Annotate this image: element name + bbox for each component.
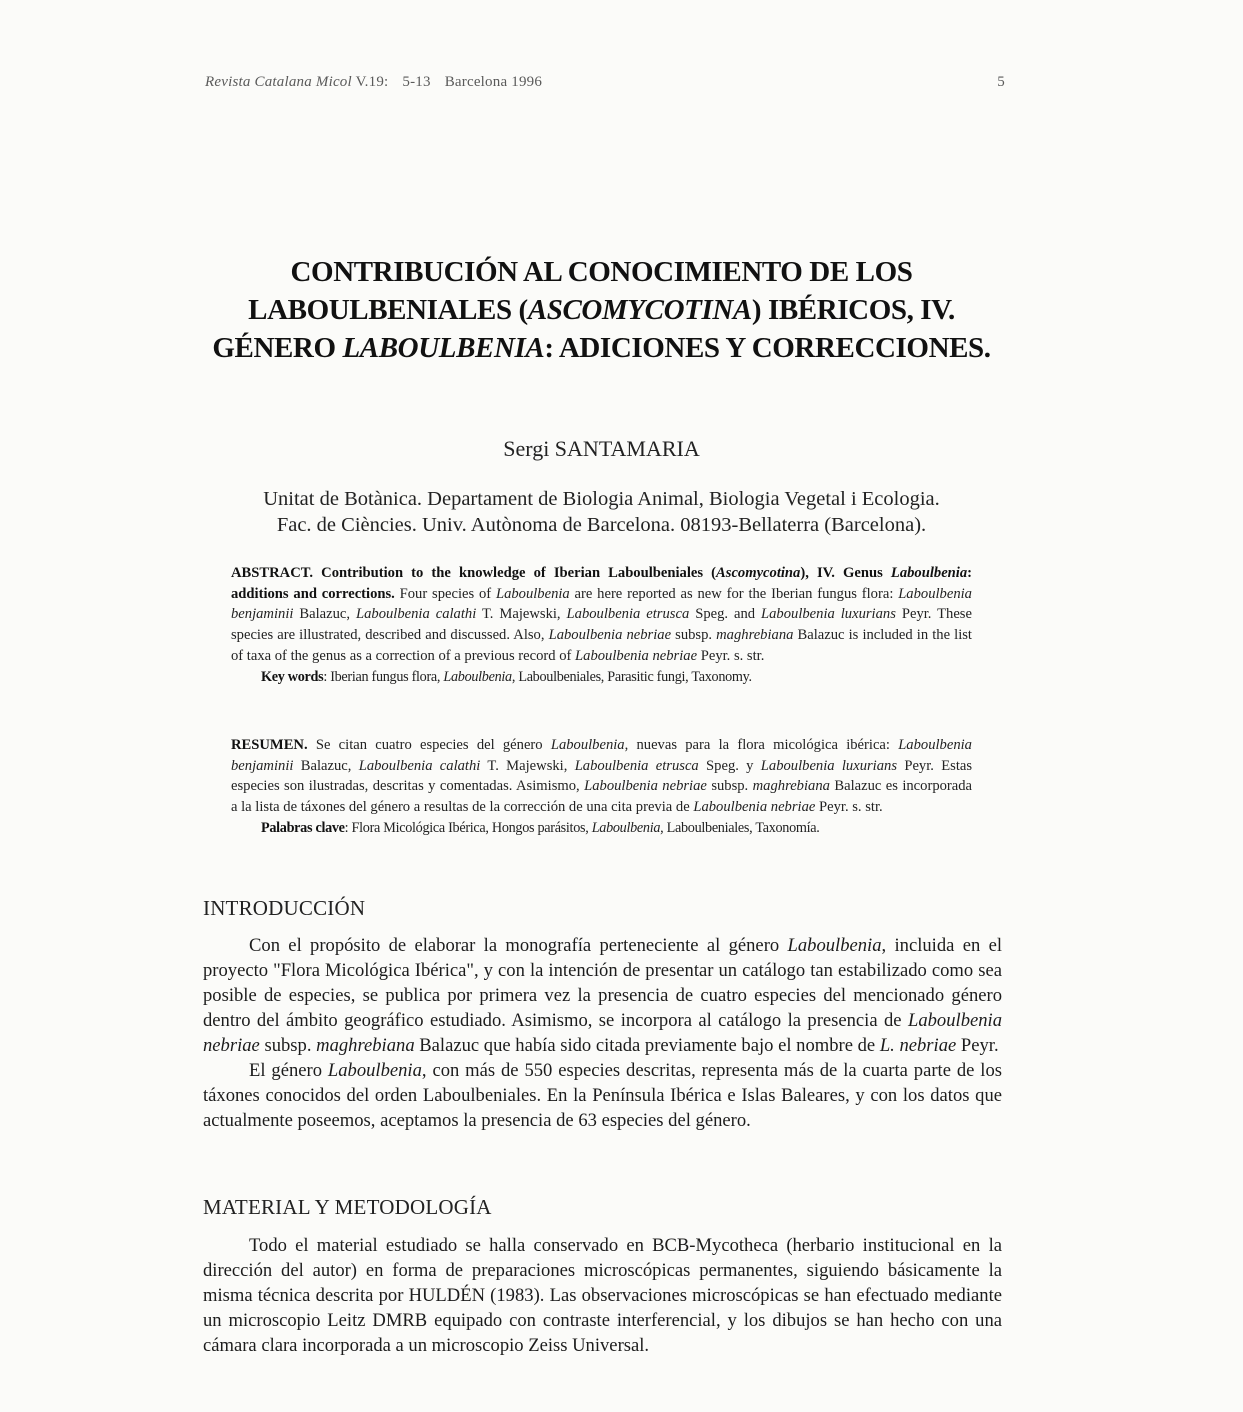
resumen-text-6: Peyr. Estas especies son ilustradas, descritas y comentadas. Asimismo, (231, 757, 973, 795)
title-line-3a: GÉNERO (212, 332, 343, 364)
resumen-section (231, 735, 972, 839)
abstract-italic-8: Laboulbenia nebriae (575, 647, 698, 664)
resumen-text-4: T. Majewski, (487, 757, 568, 774)
abstract-italic-1: Laboulbenia (495, 585, 570, 602)
intro-p1-text-2: , incluida en el proyecto "Flora Micológica Ibérica", y con la intención de presentar un catálogo tan estabilizado como sea posible de especies, se publica por primera vez la presencia de cuatro especies del mencionado género dentro del ámbito geográfico estudiado. Asimismo, se incorpora al catálogo la presencia de (203, 935, 1002, 1031)
title-line-2a: LABOULBENIALES ( (248, 294, 528, 326)
paper-title (150, 253, 1053, 367)
abstract-italic-6: Laboulbenia nebriae (548, 627, 672, 644)
keywords-label: Key words (261, 668, 324, 685)
abstract-text-8: Balazuc is included in the list of taxa of the genus as a correction of a previous record of (231, 627, 972, 664)
abstract-text-2: are here reported as new for the Iberian fungus flora: (574, 585, 894, 602)
resumen-italic-3: Laboulbenia calathi (358, 757, 481, 774)
author-name: Sergi SANTAMARIA (503, 436, 700, 461)
material-metodologia-heading: MATERIAL Y METODOLOGÍA (203, 1195, 492, 1219)
journal-pages: 5-13 (402, 74, 431, 90)
resumen-italic-1: Laboulbenia (550, 737, 625, 753)
resumen-italic-2: Laboulbenia benjaminii (231, 737, 972, 774)
palabras-clave-text-1: : Flora Micológica Ibérica, Hongos parásitos, (344, 819, 589, 836)
resumen-paragraph (231, 735, 972, 818)
resumen-keywords (231, 818, 972, 839)
abstract-title-part-2: ), IV. Genus (800, 565, 883, 581)
resumen-italic-4: Laboulbenia etrusca (574, 757, 699, 774)
keywords-text-2: , Laboulbeniales, Parasitic fungi, Taxonomy. (511, 668, 752, 685)
keywords-text-1: : Iberian fungus flora, (323, 668, 441, 685)
affiliation-line-2: Fac. de Ciències. Univ. Autònoma de Barcelona. 08193-Bellaterra (Barcelona). (276, 514, 927, 536)
journal-place-year: Barcelona 1996 (444, 74, 543, 90)
intro-p1-italic-1: Laboulbenia (787, 935, 882, 956)
abstract-text-9: Peyr. s. str. (700, 647, 765, 664)
introduccion-paragraph-2 (203, 1058, 1002, 1133)
affiliation-line-1: Unitat de Botànica. Departament de Biologia Animal, Biologia Vegetal i Ecologia. (263, 488, 940, 510)
intro-p2-italic-1: Laboulbenia (327, 1060, 422, 1081)
intro-p2-text-2: , con más de 550 especies descritas, representa más de la cuarta parte de los táxones conocidos del orden Laboulbeniales. En la Península Ibérica e Islas Baleares, y con los datos que actualmente poseemos, aceptamos la presencia de 63 especies del género. (203, 1060, 1002, 1131)
resumen-label: RESUMEN. (231, 737, 308, 753)
title-line-2b: ) IBÉRICOS, IV. (751, 294, 955, 326)
title-line-2-italic: ASCOMYCOTINA (527, 294, 752, 326)
title-line-3b: : ADICIONES Y CORRECCIONES. (544, 332, 991, 364)
abstract-italic-2: Laboulbenia benjaminii (231, 585, 972, 623)
abstract-label: ABSTRACT. (231, 565, 314, 581)
abstract-italic-7: maghrebiana (716, 627, 794, 644)
resumen-text-7: subsp. (711, 778, 749, 795)
abstract-title-italic-2: Laboulbenia (890, 565, 968, 581)
abstract-paragraph (231, 563, 972, 667)
intro-p1-italic-2: Laboulbenia nebriae (203, 1010, 1003, 1056)
abstract-title-part-3: : additions and corrections. (231, 565, 973, 602)
intro-p1-text-4: Balazuc que había sido citada previamente bajo el nombre de (419, 1035, 876, 1056)
material-metodologia-body (203, 1233, 1002, 1358)
resumen-italic-7: maghrebiana (752, 778, 830, 795)
intro-p1-text-3: subsp. (264, 1035, 312, 1056)
palabras-clave-label: Palabras clave (261, 819, 345, 836)
intro-p1-italic-4: L. nebriae (879, 1035, 957, 1056)
abstract-italic-3: Laboulbenia calathi (356, 606, 477, 623)
abstract-section (231, 563, 972, 687)
abstract-title-italic-1: Ascomycotina (716, 565, 801, 581)
abstract-text-5: Speg. and (695, 606, 756, 623)
introduccion-heading: INTRODUCCIÓN (203, 896, 366, 920)
abstract-italic-4: Laboulbenia etrusca (566, 606, 690, 623)
abstract-text-4: T. Majewski, (481, 606, 561, 623)
resumen-text-1: Se citan cuatro especies del género (315, 737, 543, 753)
intro-p1-italic-3: maghrebiana (316, 1035, 415, 1056)
running-head (205, 74, 1005, 91)
resumen-text-9: Peyr. s. str. (819, 799, 883, 816)
resumen-italic-5: Laboulbenia luxurians (760, 757, 898, 774)
abstract-italic-5: Laboulbenia luxurians (761, 606, 896, 623)
journal-volume: V.19: (355, 74, 389, 90)
intro-p1-text-5: Peyr. (960, 1035, 999, 1056)
palabras-clave-italic: Laboulbenia (591, 819, 661, 836)
resumen-italic-8: Laboulbenia nebriae (693, 799, 816, 816)
intro-p2-text-1: El género (249, 1060, 322, 1081)
introduccion-body (203, 933, 1002, 1133)
resumen-text-5: Speg. y (706, 757, 754, 774)
abstract-text-6: Peyr. These species are illustrated, described and discussed. Also, (231, 606, 972, 644)
resumen-italic-6: Laboulbenia nebriae (584, 778, 707, 795)
resumen-text-8: Balazuc es incorporada a la lista de táxones del género a resultas de la corrección de una cita previa de (231, 778, 973, 816)
journal-name: Revista Catalana Micol (205, 74, 352, 90)
palabras-clave-text-2: , Laboulbeniales, Taxonomía. (660, 819, 820, 836)
title-line-3-italic: LABOULBENIA (342, 332, 545, 364)
material-paragraph-1: Todo el material estudiado se halla conservado en BCB-Mycotheca (herbario institucional en la dirección del autor) en forma de preparaciones microscópicas permanentes, siguiendo básicamente la misma técnica descrita por HULDÉN (1983). Las observaciones microscópicas se han efectuado mediante un microscopio Leitz DMRB equipado con contraste interferencial, y los dibujos se han hecho con una cámara clara incorporada a un microscopio Zeiss Universal. (203, 1235, 1002, 1356)
abstract-text-7: subsp. (675, 627, 713, 644)
resumen-text-2: , nuevas para la flora micológica ibérica: (624, 737, 890, 753)
keywords-italic: Laboulbenia (443, 668, 512, 685)
page-number: 5 (997, 74, 1005, 90)
abstract-keywords (231, 667, 972, 688)
abstract-text-1: Four species of (399, 585, 492, 602)
author-affiliation (150, 486, 1053, 538)
abstract-title-part-1: Contribution to the knowledge of Iberian Laboulbeniales ( (321, 565, 717, 581)
abstract-text-3: Balazuc, (299, 606, 351, 623)
introduccion-paragraph-1 (203, 933, 1002, 1058)
resumen-text-3: Balazuc, (300, 757, 352, 774)
intro-p1-text-1: Con el propósito de elaborar la monografía perteneciente al género (249, 935, 780, 956)
title-line-1: CONTRIBUCIÓN AL CONOCIMIENTO DE LOS (290, 256, 913, 288)
